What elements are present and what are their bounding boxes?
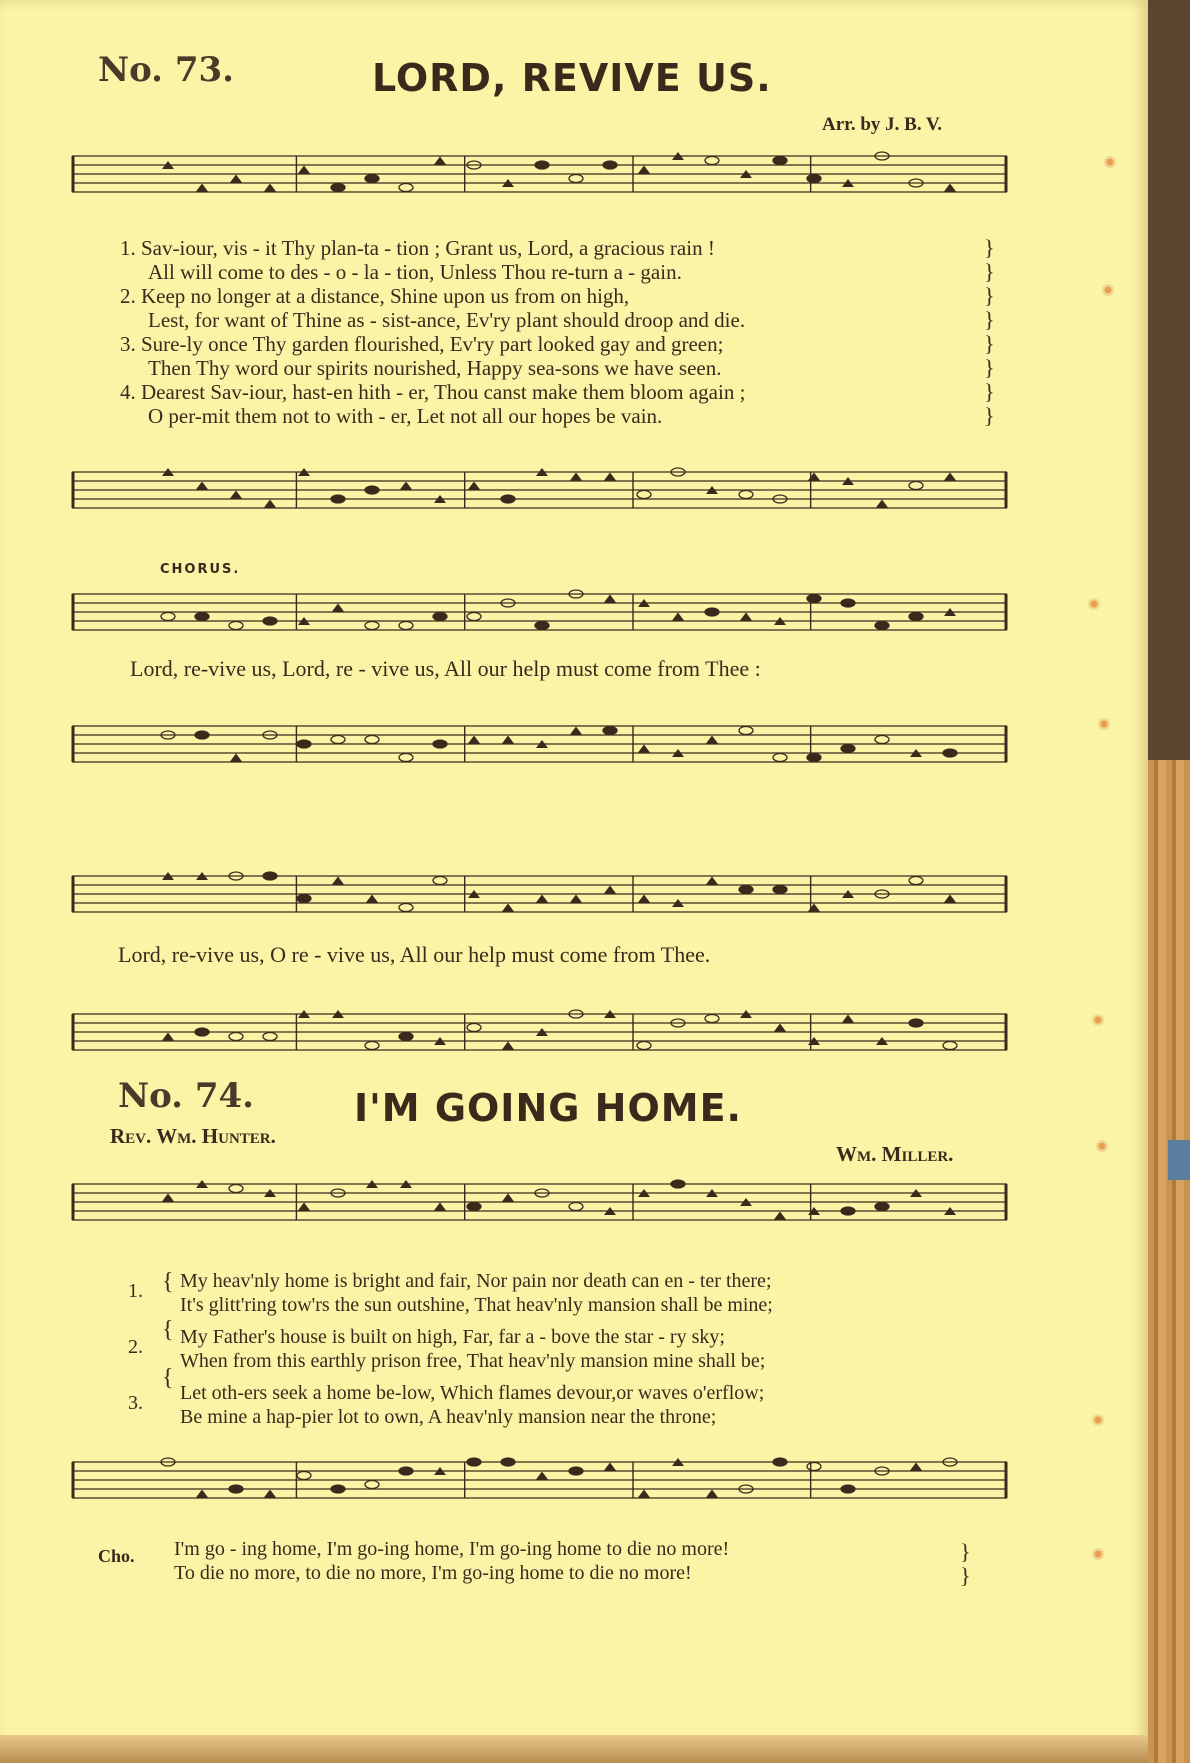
chorus-braces: } }	[960, 1539, 971, 1588]
chorus-label: Cho.	[98, 1546, 135, 1566]
verse-line: O per-mit them not to with - er, Let not all our hopes be vain.	[148, 404, 663, 428]
chorus-line: To die no more, to die no more, I'm go-ing home to die no more!	[174, 1562, 692, 1584]
verse-line: My Father's house is built on high, Far, far a - bove the star - ry sky;	[180, 1326, 725, 1348]
hymn-74-bass-staff	[72, 1448, 1007, 1538]
hymn-73-treble-staff-2	[72, 580, 1007, 660]
hymn-73-treble-staff-3	[72, 862, 1007, 942]
hymn-74-author: Rev. Wm. Hunter.	[110, 1124, 276, 1148]
verse-line: Then Thy word our spirits nourished, Happy sea-sons we have seen.	[148, 356, 722, 380]
hymn-73-arranger: Arr. by J. B. V.	[822, 114, 943, 135]
hymn-74-title: I'M GOING HOME.	[354, 1086, 742, 1130]
verse-line: My heav'nly home is bright and fair, Nor pain nor death can en - ter there;	[180, 1270, 772, 1292]
hymn-73-bass-staff-3	[72, 1000, 1007, 1080]
binding-hole	[1104, 156, 1116, 168]
verse-number: 3.	[128, 1392, 143, 1414]
hymn-74-number: No. 74.	[118, 1076, 254, 1116]
chorus-label: CHORUS.	[160, 562, 241, 577]
binding-hole	[1098, 718, 1110, 730]
binding-hole	[1092, 1414, 1104, 1426]
chorus-line: I'm go - ing home, I'm go-ing home, I'm go-ing home to die no more!	[174, 1538, 730, 1560]
hymn-74-treble-staff	[72, 1170, 1007, 1260]
binding-hole	[1088, 598, 1100, 610]
verse-line: 2. Keep no longer at a distance, Shine upon us from on high,	[120, 284, 630, 308]
verse-line: Be mine a hap-pier lot to own, A heav'nly mansion near the throne;	[180, 1406, 717, 1428]
verse-braces: } } } } } } } }	[984, 235, 995, 428]
verse-line: 3. Sure-ly once Thy garden flourished, Ev'ry part looked gay and green;	[120, 332, 724, 356]
binding-hole	[1092, 1548, 1104, 1560]
hymn-74-composer: Wm. Miller.	[836, 1142, 954, 1166]
chorus-lyric-line-2: Lord, re-vive us, O re - vive us, All our help must come from Thee.	[118, 942, 711, 967]
chorus-lyric-line-1: Lord, re-vive us, Lord, re - vive us, All our help must come from Thee :	[130, 656, 761, 681]
verse-line: 4. Dearest Sav-iour, hast-en hith - er, Thou canst make them bloom again ;	[120, 380, 746, 404]
hymn-73-title: LORD, REVIVE US.	[372, 56, 772, 100]
hymn-73-bass-staff-2	[72, 712, 1007, 792]
verse-number: 2.	[128, 1336, 143, 1358]
hymn-73-bass-staff-1	[72, 458, 1007, 538]
hymn-73-number: No. 73.	[98, 50, 234, 90]
binding-hole	[1102, 284, 1114, 296]
verse-line: All will come to des - o - la - tion, Unless Thou re-turn a - gain.	[148, 260, 682, 284]
verse-number: 1.	[128, 1280, 143, 1302]
verse-line: 1. Sav-iour, vis - it Thy plan-ta - tion ; Grant us, Lord, a gracious rain !	[120, 236, 715, 260]
blue-tab	[1168, 1140, 1190, 1180]
verse-line: Let oth-ers seek a home be-low, Which flames devour,or waves o'erflow;	[180, 1382, 765, 1404]
verse-line: It's glitt'ring tow'rs the sun outshine, That heav'nly mansion shall be mine;	[180, 1294, 773, 1316]
binding-hole	[1096, 1140, 1108, 1152]
verse-line: When from this earthly prison free, That heav'nly mansion mine shall be;	[180, 1350, 766, 1372]
wooden-surface	[1148, 760, 1190, 1763]
verse-open-braces: { { {	[162, 1269, 174, 1391]
hymn-73-treble-staff-1	[72, 142, 1007, 232]
verse-line: Lest, for want of Thine as - sist-ance, Ev'ry plant should droop and die.	[148, 308, 746, 332]
page-bottom-edge	[0, 1735, 1148, 1763]
binding-hole	[1092, 1014, 1104, 1026]
